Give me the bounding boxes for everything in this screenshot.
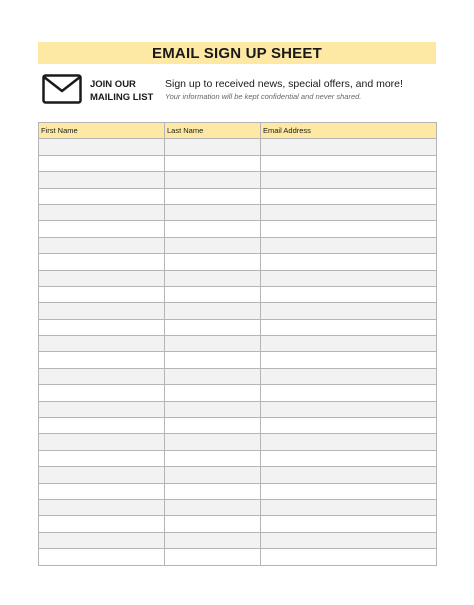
cell-email-address[interactable]: [261, 303, 437, 319]
signup-text: Sign up to received news, special offers, and more!: [165, 78, 403, 90]
cell-last-name[interactable]: [165, 172, 261, 188]
cell-last-name[interactable]: [165, 188, 261, 204]
cell-email-address[interactable]: [261, 319, 437, 335]
table-row: [39, 336, 437, 352]
envelope-icon: [42, 74, 82, 104]
cell-first-name[interactable]: [39, 286, 165, 302]
cell-email-address[interactable]: [261, 155, 437, 171]
cell-email-address[interactable]: [261, 172, 437, 188]
cell-last-name[interactable]: [165, 319, 261, 335]
table-row: [39, 319, 437, 335]
cell-email-address[interactable]: [261, 483, 437, 499]
table-row: [39, 368, 437, 384]
cell-email-address[interactable]: [261, 418, 437, 434]
cell-last-name[interactable]: [165, 221, 261, 237]
table-row: [39, 532, 437, 548]
table-row: [39, 139, 437, 155]
cell-email-address[interactable]: [261, 499, 437, 515]
cell-email-address[interactable]: [261, 336, 437, 352]
cell-first-name[interactable]: [39, 155, 165, 171]
cell-first-name[interactable]: [39, 172, 165, 188]
column-header-last-name: Last Name: [165, 123, 261, 139]
table-row: [39, 450, 437, 466]
table-row: [39, 401, 437, 417]
table-row: [39, 270, 437, 286]
cell-last-name[interactable]: [165, 204, 261, 220]
cell-first-name[interactable]: [39, 418, 165, 434]
table-row: [39, 549, 437, 565]
cell-last-name[interactable]: [165, 385, 261, 401]
cell-first-name[interactable]: [39, 385, 165, 401]
cell-last-name[interactable]: [165, 237, 261, 253]
table-row: [39, 516, 437, 532]
cell-email-address[interactable]: [261, 254, 437, 270]
cell-first-name[interactable]: [39, 483, 165, 499]
cell-last-name[interactable]: [165, 401, 261, 417]
table-row: [39, 467, 437, 483]
table-row: [39, 155, 437, 171]
column-header-first-name: First Name: [39, 123, 165, 139]
cell-first-name[interactable]: [39, 450, 165, 466]
cell-first-name[interactable]: [39, 270, 165, 286]
cell-last-name[interactable]: [165, 303, 261, 319]
join-mailing-list-label: [90, 78, 153, 104]
table-row: [39, 499, 437, 515]
table-row: [39, 286, 437, 302]
cell-last-name[interactable]: [165, 532, 261, 548]
cell-email-address[interactable]: [261, 368, 437, 384]
table-row: [39, 172, 437, 188]
cell-last-name[interactable]: [165, 139, 261, 155]
cell-email-address[interactable]: [261, 516, 437, 532]
cell-email-address[interactable]: [261, 139, 437, 155]
cell-last-name[interactable]: [165, 254, 261, 270]
title-bar: [38, 42, 436, 64]
cell-last-name[interactable]: [165, 516, 261, 532]
cell-first-name[interactable]: [39, 319, 165, 335]
signup-table: [38, 122, 437, 566]
cell-email-address[interactable]: [261, 286, 437, 302]
cell-email-address[interactable]: [261, 401, 437, 417]
cell-last-name[interactable]: [165, 499, 261, 515]
cell-first-name[interactable]: [39, 401, 165, 417]
cell-last-name[interactable]: [165, 286, 261, 302]
cell-last-name[interactable]: [165, 467, 261, 483]
cell-last-name[interactable]: [165, 549, 261, 565]
cell-email-address[interactable]: [261, 385, 437, 401]
table-row: [39, 254, 437, 270]
cell-first-name[interactable]: [39, 188, 165, 204]
join-line-2: MAILING LIST: [90, 92, 154, 103]
cell-email-address[interactable]: [261, 237, 437, 253]
table-row: [39, 385, 437, 401]
cell-email-address[interactable]: [261, 204, 437, 220]
cell-first-name[interactable]: [39, 516, 165, 532]
cell-first-name[interactable]: [39, 499, 165, 515]
cell-email-address[interactable]: [261, 221, 437, 237]
page-title: EMAIL SIGN UP SHEET: [152, 44, 322, 62]
cell-first-name[interactable]: [39, 352, 165, 368]
privacy-note: Your information will be kept confidential and never shared.: [165, 92, 362, 101]
cell-last-name[interactable]: [165, 270, 261, 286]
table-header-row: [39, 123, 437, 139]
cell-last-name[interactable]: [165, 418, 261, 434]
cell-first-name[interactable]: [39, 254, 165, 270]
table-body: [39, 139, 437, 565]
table-row: [39, 434, 437, 450]
cell-last-name[interactable]: [165, 434, 261, 450]
cell-first-name[interactable]: [39, 204, 165, 220]
cell-first-name[interactable]: [39, 336, 165, 352]
table-row: [39, 418, 437, 434]
cell-last-name[interactable]: [165, 336, 261, 352]
cell-first-name[interactable]: [39, 532, 165, 548]
table-row: [39, 303, 437, 319]
cell-last-name[interactable]: [165, 155, 261, 171]
join-line-1: JOIN OUR: [90, 79, 136, 90]
table-row: [39, 483, 437, 499]
cell-email-address[interactable]: [261, 450, 437, 466]
cell-last-name[interactable]: [165, 368, 261, 384]
cell-email-address[interactable]: [261, 532, 437, 548]
cell-first-name[interactable]: [39, 368, 165, 384]
cell-first-name[interactable]: [39, 434, 165, 450]
cell-first-name[interactable]: [39, 467, 165, 483]
cell-first-name[interactable]: [39, 303, 165, 319]
cell-last-name[interactable]: [165, 483, 261, 499]
cell-first-name[interactable]: [39, 237, 165, 253]
cell-first-name[interactable]: [39, 221, 165, 237]
cell-email-address[interactable]: [261, 352, 437, 368]
cell-email-address[interactable]: [261, 467, 437, 483]
cell-first-name[interactable]: [39, 549, 165, 565]
cell-email-address[interactable]: [261, 434, 437, 450]
cell-last-name[interactable]: [165, 450, 261, 466]
cell-email-address[interactable]: [261, 188, 437, 204]
cell-first-name[interactable]: [39, 139, 165, 155]
cell-email-address[interactable]: [261, 549, 437, 565]
table-row: [39, 352, 437, 368]
table-row: [39, 237, 437, 253]
column-header-email-address: Email Address: [261, 123, 437, 139]
table-row: [39, 204, 437, 220]
table-row: [39, 221, 437, 237]
cell-last-name[interactable]: [165, 352, 261, 368]
cell-email-address[interactable]: [261, 270, 437, 286]
table-row: [39, 188, 437, 204]
